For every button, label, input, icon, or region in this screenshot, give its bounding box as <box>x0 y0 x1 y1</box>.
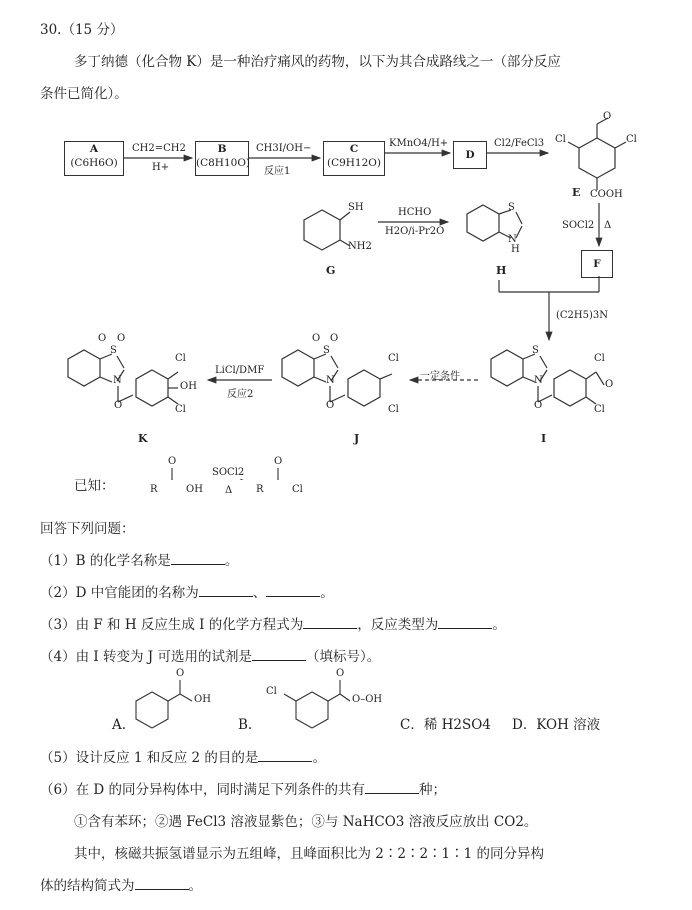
h-s: S <box>508 202 515 213</box>
known-prefix: 已知： <box>74 478 115 494</box>
question-6: （6）在 D 的同分异构体中，同时满足下列条件的共有 种； <box>40 782 446 798</box>
h-h: H <box>511 244 520 255</box>
gh-solvent: H2O/i-Pr2O <box>385 226 445 237</box>
jk-reagent: LiCl/DMF <box>215 365 265 376</box>
g-label: G <box>326 264 336 277</box>
arrow-bc-reagent: CH3I/OH− <box>256 143 312 154</box>
j-o2: O <box>330 333 339 344</box>
jk-label: 反应2 <box>227 389 254 400</box>
k-s: S <box>110 345 117 356</box>
h-label: H <box>496 264 507 277</box>
known-r-right: R <box>256 484 264 495</box>
j-s: S <box>323 345 330 356</box>
j-o1: O <box>312 333 321 344</box>
answer-blank-q3a[interactable] <box>303 616 357 629</box>
ij-condition: 一定条件 <box>420 371 460 382</box>
question-4: （4）由 I 转变为 J 可选用的试剂是 （填标号）。 <box>40 649 381 665</box>
k-n: N <box>113 375 122 386</box>
option-d: D．KOH 溶液 <box>512 717 601 733</box>
k-oh: OH <box>180 381 197 392</box>
arrow-ab-reagent: CH2=CH2 <box>132 143 186 154</box>
j-cl-top: Cl <box>388 353 399 364</box>
compound-d-box: D <box>453 141 487 169</box>
question-3: （3）由 F 和 H 反应生成 I 的化学方程式为 ，反应类型为 。 <box>40 617 506 633</box>
option-a-label: A. <box>112 717 127 733</box>
e-cl-right: Cl <box>626 134 637 145</box>
j-label: J <box>354 432 360 445</box>
j-carbonyl-o: O <box>326 400 335 411</box>
k-cl-bottom: Cl <box>175 404 186 415</box>
k-carbonyl-o: O <box>114 400 123 411</box>
option-c: C．稀 H2SO4 <box>400 717 491 733</box>
known-heat: Δ <box>225 485 233 496</box>
intro-line-2: 条件已简化）。 <box>40 86 128 102</box>
arrow-bc-label: 反应1 <box>264 166 291 177</box>
question-number: 30.（15 分） <box>40 22 124 38</box>
known-o-left: O <box>168 456 177 467</box>
questions-heading: 回答下列问题： <box>40 521 135 537</box>
question-6-nmr: 其中，核磁共振氢谱显示为五组峰，且峰面积比为 2∶2∶2∶1∶1 的同分异构 <box>74 846 545 862</box>
i-n: N <box>534 375 543 386</box>
question-6-conditions: ①含有苯环；②遇 FeCl3 溶液显紫色；③与 NaHCO3 溶液反应放出 CO2。 <box>74 814 538 830</box>
i-o: O <box>605 379 614 390</box>
answer-blank-q1[interactable] <box>171 552 225 565</box>
i-cl-top: Cl <box>594 353 605 364</box>
known-r-left: R <box>150 484 158 495</box>
fh-reagent: (C2H5)3N <box>556 310 609 321</box>
answer-blank-q6b[interactable] <box>135 877 189 890</box>
compound-b-box: B (C8H10O) <box>195 141 249 176</box>
e-methoxy-o: O <box>603 111 612 122</box>
k-o1: O <box>98 333 107 344</box>
compound-c-box: C (C9H12O) <box>323 141 385 176</box>
ef-heat: Δ <box>604 220 612 231</box>
question-2: （2）D 中官能团的名称为 、 。 <box>40 585 334 601</box>
question-5: （5）设计反应 1 和反应 2 的目的是 。 <box>40 750 326 766</box>
option-b-ooh: O–OH <box>352 694 383 705</box>
k-label: K <box>138 432 148 445</box>
compound-f-box: F <box>581 250 613 278</box>
option-a-o: O <box>176 668 185 679</box>
intro-line-1: 多丁纳德（化合物 K）是一种治疗痛风的药物，以下为其合成路线之一（部分反应 <box>74 54 561 70</box>
g-nh2: NH2 <box>348 241 372 252</box>
option-b-cl: Cl <box>266 686 277 697</box>
compound-i-structure <box>491 350 604 406</box>
arrow-de-reagent: Cl2/FeCl3 <box>494 138 545 149</box>
j-n: N <box>326 375 335 386</box>
i-cl-bottom: Cl <box>594 404 605 415</box>
i-carbonyl-o: O <box>534 400 543 411</box>
e-cl-left: Cl <box>555 134 566 145</box>
known-reagent: SOCl2 <box>212 467 245 478</box>
compound-g-structure <box>304 210 350 250</box>
option-b-o: O <box>336 668 345 679</box>
h-n: N <box>508 234 517 245</box>
known-oh: OH <box>186 484 203 495</box>
arrow-ab-catalyst: H+ <box>152 162 170 173</box>
k-cl-top: Cl <box>175 353 186 364</box>
compound-k-structure <box>68 350 178 406</box>
compound-a-box: A (C6H6O) <box>64 141 124 176</box>
compound-j-structure <box>282 350 392 406</box>
answer-blank-q5[interactable] <box>258 749 312 762</box>
answer-blank-q3b[interactable] <box>438 616 492 629</box>
arrow-cd-reagent: KMnO4/H+ <box>389 138 449 149</box>
k-o2: O <box>117 333 126 344</box>
compound-e-structure <box>568 118 626 190</box>
question-1: （1）B 的化学名称是 。 <box>40 553 239 569</box>
ef-reagent: SOCl2 <box>562 220 595 231</box>
answer-blank-q6a[interactable] <box>365 781 419 794</box>
known-o-right: O <box>274 456 283 467</box>
option-a-oh: OH <box>194 694 211 705</box>
i-s: S <box>532 345 539 356</box>
e-label: E <box>572 186 581 199</box>
answer-blank-q2b[interactable] <box>266 584 320 597</box>
question-6-final: 体的结构简式为 。 <box>40 878 202 894</box>
j-cl-bottom: Cl <box>388 404 399 415</box>
g-sh: SH <box>348 202 364 213</box>
i-label: I <box>541 432 547 445</box>
answer-blank-q4[interactable] <box>252 648 306 661</box>
answer-blank-q2a[interactable] <box>199 584 253 597</box>
known-cl: Cl <box>292 484 303 495</box>
option-b-label: B. <box>238 717 253 733</box>
gh-reagent: HCHO <box>398 207 432 218</box>
e-cooh: COOH <box>590 189 623 200</box>
